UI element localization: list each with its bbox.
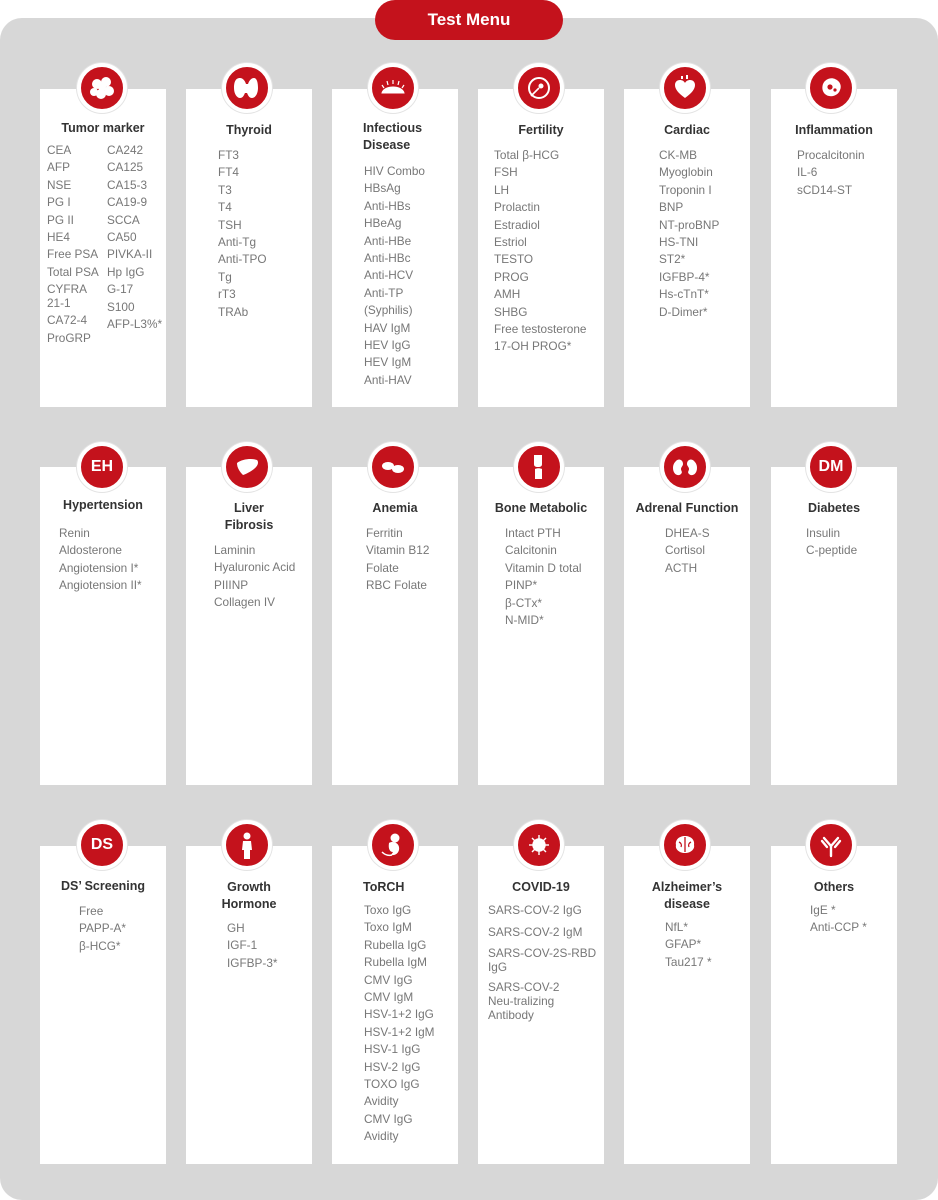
adrenal-list: [665, 525, 710, 577]
list-item: CA242: [107, 143, 144, 157]
list-item: IgE *: [810, 903, 836, 917]
card-title: Diabetes: [807, 501, 861, 515]
card-title: ToRCH: [363, 880, 405, 894]
card-others: [771, 846, 897, 1164]
list-item: PG I: [47, 195, 71, 210]
card-torch: [332, 846, 458, 1164]
list-item: PG II: [47, 212, 74, 227]
list-item: CK-MB: [659, 148, 698, 162]
card-title: Growth Hormone: [221, 880, 277, 911]
heart-icon: [660, 63, 710, 113]
card-title: Cardiac: [664, 123, 710, 137]
list-item: Toxo IgG: [364, 903, 412, 917]
dm-text-icon: [806, 442, 856, 492]
list-item: Ferritin: [366, 526, 403, 540]
list-item: ProGRP: [47, 330, 91, 345]
list-item: HBsAg: [364, 181, 401, 196]
list-item: IGFBP-4*: [659, 269, 710, 284]
card-title: Hypertension: [63, 498, 143, 512]
card-title: Inflammation: [795, 123, 873, 137]
list-item: D-Dimer*: [659, 304, 708, 319]
list-item: PAPP-A*: [79, 921, 126, 936]
list-item: Free testosterone: [494, 322, 587, 337]
cardiac-list: [659, 147, 719, 321]
virus-icon: [368, 63, 418, 113]
inflamed-cell-icon: [806, 63, 856, 113]
list-item: CA15-3: [107, 177, 147, 192]
card-title: Liver Fibrosis: [224, 501, 274, 532]
list-item: NSE: [47, 177, 72, 192]
fertility-list: [494, 147, 586, 356]
badge-text: DS: [90, 836, 114, 853]
list-item: FT4: [218, 165, 239, 180]
list-item: ST2*: [659, 252, 686, 267]
list-item: HSV-2 IgG: [364, 1059, 421, 1074]
list-item: Vitamin B12: [366, 543, 430, 558]
list-item: Cortisol: [665, 543, 705, 558]
list-item: Total PSA: [47, 264, 99, 279]
liver-icon: [222, 442, 272, 492]
list-item: Toxo IgM: [364, 920, 412, 935]
list-item: IL-6: [797, 165, 818, 180]
list-item: AFP-L3%*: [107, 317, 163, 332]
card-thyroid: [186, 89, 312, 407]
brain-icon: [660, 820, 710, 870]
list-item: T4: [218, 200, 232, 215]
list-item: CMV IgM: [364, 990, 414, 1005]
list-item: Intact PTH: [505, 526, 561, 540]
list-item: (Syphilis): [364, 303, 413, 318]
card-title: Adrenal Function: [635, 501, 739, 515]
list-item: Free PSA: [47, 247, 99, 262]
diabetes-list: [806, 525, 857, 560]
list-item: Anti-HAV: [364, 372, 412, 387]
list-item: Total β-HCG: [494, 148, 560, 162]
list-item: SCCA: [107, 212, 140, 227]
card-title: Fertility: [518, 123, 564, 137]
list-item: NfL*: [665, 920, 688, 934]
list-item: Tau217 *: [665, 954, 712, 969]
list-item: SARS-COV-2 IgG: [488, 903, 582, 917]
list-item: Vitamin D total: [505, 560, 582, 575]
list-item: FT3: [218, 148, 239, 162]
list-item: ACTH: [665, 560, 698, 575]
list-item: DHEA-S: [665, 526, 710, 540]
list-item: Anti-TPO: [218, 252, 267, 267]
list-item: Anti-HBc: [364, 251, 411, 266]
kidneys-icon: [660, 442, 710, 492]
list-item: Anti-CCP *: [810, 920, 867, 935]
list-item: S100: [107, 299, 135, 314]
others-list: [810, 902, 867, 937]
list-item: SARS-COV-2S-RBD IgG: [488, 945, 597, 974]
list-item: Anti-HBe: [364, 233, 412, 248]
coronavirus-icon: [514, 820, 564, 870]
list-item: Collagen IV: [214, 595, 275, 610]
badge-text: EH: [90, 458, 114, 475]
list-item: SARS-COV-2 IgM: [488, 925, 583, 940]
card-title: Thyroid: [226, 123, 272, 137]
card-liver-fibrosis: [186, 467, 312, 785]
card-title: Anemia: [372, 501, 418, 515]
card-cardiac: [624, 89, 750, 407]
card-title: Bone Metabolic: [494, 501, 588, 515]
card-growth-hormone: [186, 846, 312, 1164]
list-item: HEV IgM: [364, 355, 412, 370]
list-item: PROG: [494, 269, 529, 284]
list-item: Anti-TP: [364, 285, 404, 300]
card-hypertension: [40, 467, 166, 785]
list-item: HSV-1 IgG: [364, 1042, 421, 1057]
list-item: Folate: [366, 560, 399, 575]
list-item: Tg: [218, 269, 232, 284]
list-item: CA50: [107, 230, 137, 245]
list-item: Troponin I: [659, 182, 712, 197]
list-item: NT-proBNP: [659, 217, 720, 232]
card-title: Infectious Disease: [363, 121, 423, 152]
list-item: Procalcitonin: [797, 148, 865, 162]
list-item: HBeAg: [364, 216, 402, 231]
list-item: Renin: [59, 526, 90, 540]
list-item: TSH: [218, 217, 242, 232]
list-item: PINP*: [505, 578, 538, 593]
antibody-icon: [806, 820, 856, 870]
list-item: IGFBP-3*: [227, 955, 278, 970]
list-item: AFP: [47, 160, 70, 175]
inflammation-list: [797, 147, 865, 199]
ds-list: [79, 903, 126, 955]
tumor-list-col1: [47, 142, 99, 347]
list-item: Hp IgG: [107, 264, 145, 279]
list-item: Angiotension II*: [59, 578, 142, 593]
list-item: HS-TNI: [659, 235, 699, 250]
card-diabetes: [771, 467, 897, 785]
card-alzheimers-disease: [624, 846, 750, 1164]
list-item: N-MID*: [505, 613, 544, 628]
covid-list: [488, 902, 600, 1024]
sperm-egg-icon: [514, 63, 564, 113]
list-item: Hyaluronic Acid: [214, 560, 296, 575]
list-item: Anti-HCV: [364, 268, 414, 283]
list-item: Insulin: [806, 526, 841, 540]
list-item: Laminin: [214, 543, 256, 557]
card-anemia: [332, 467, 458, 785]
card-title: Others: [813, 880, 855, 894]
thyroid-icon: [222, 63, 272, 113]
card-bone-metabolic: [478, 467, 604, 785]
list-item: HEV IgG: [364, 338, 411, 353]
list-item: CA125: [107, 160, 144, 175]
list-item: C-peptide: [806, 543, 858, 558]
cell-cluster-icon: [77, 63, 127, 113]
list-item: Estradiol: [494, 217, 540, 232]
list-item: BNP: [659, 200, 684, 215]
list-item: Avidity: [364, 1129, 399, 1144]
list-item: TOXO IgG: [364, 1077, 420, 1092]
card-title: COVID-19: [512, 880, 570, 894]
hypertension-list: [59, 525, 142, 595]
list-item: Anti-Tg: [218, 235, 257, 250]
liver-list: [214, 542, 295, 612]
card-infectious-disease: [332, 89, 458, 407]
list-item: CYFRA 21-1: [47, 282, 87, 311]
list-item: G-17: [107, 282, 134, 297]
list-item: Angiotension I*: [59, 560, 139, 575]
list-item: HIV Combo: [364, 164, 425, 178]
list-item: sCD14-ST: [797, 182, 853, 197]
infectious-list: [364, 163, 425, 389]
list-item: GH: [227, 921, 245, 935]
list-item: CEA: [47, 143, 72, 157]
list-item: Free: [79, 904, 104, 918]
list-item: CMV IgG: [364, 1111, 413, 1126]
list-item: SARS-COV-2 Neu-tralizing Antibody: [488, 979, 560, 1022]
list-item: HSV-1+2 IgM: [364, 1024, 435, 1039]
list-item: Calcitonin: [505, 543, 557, 558]
eh-text-icon: [77, 442, 127, 492]
torch-list: [364, 902, 435, 1146]
list-item: Avidity: [364, 1094, 399, 1109]
card-title: Alzheimer’s disease: [651, 880, 723, 911]
list-item: T3: [218, 182, 232, 197]
card-fertility: [478, 89, 604, 407]
card-inflammation: [771, 89, 897, 407]
list-item: Hs-cTnT*: [659, 287, 709, 302]
list-item: Aldosterone: [59, 543, 122, 558]
list-item: Anti-HBs: [364, 198, 411, 213]
card-adrenal-function: [624, 467, 750, 785]
list-item: β-HCG*: [79, 938, 121, 953]
list-item: Rubella IgM: [364, 955, 427, 970]
blood-cells-icon: [368, 442, 418, 492]
list-item: Prolactin: [494, 200, 540, 215]
list-item: GFAP*: [665, 937, 702, 952]
alzheimer-list: [665, 919, 712, 971]
list-item: AMH: [494, 287, 521, 302]
card-tumor-marker: [40, 89, 166, 407]
list-item: CA72-4: [47, 313, 87, 328]
list-item: TESTO: [494, 252, 534, 267]
list-item: Estriol: [494, 235, 527, 250]
card-title: DS’ Screening: [60, 879, 146, 893]
list-item: LH: [494, 182, 510, 197]
list-item: PIIINP: [214, 577, 249, 592]
ds-text-icon: [77, 820, 127, 870]
list-item: Rubella IgG: [364, 937, 427, 952]
list-item: HE4: [47, 230, 70, 245]
list-item: SHBG: [494, 304, 528, 319]
list-item: PIVKA-II: [107, 247, 153, 262]
thyroid-list: [218, 147, 267, 321]
knee-joint-icon: [514, 442, 564, 492]
tumor-list-col2: [107, 142, 162, 333]
badge-text: DM: [818, 458, 844, 475]
child-silhouette-icon: [222, 820, 272, 870]
list-item: rT3: [218, 287, 236, 302]
list-item: RBC Folate: [366, 578, 427, 593]
list-item: CMV IgG: [364, 972, 413, 987]
list-item: CA19-9: [107, 195, 147, 210]
card-covid-19: [478, 846, 604, 1164]
list-item: HSV-1+2 IgG: [364, 1007, 434, 1022]
list-item: TRAb: [218, 304, 249, 319]
list-item: Myoglobin: [659, 165, 713, 180]
list-item: 17-OH PROG*: [494, 339, 572, 354]
card-ds-screening: [40, 846, 166, 1164]
growth-list: [227, 920, 277, 972]
list-item: IGF-1: [227, 938, 258, 953]
list-item: FSH: [494, 165, 518, 180]
card-title: Tumor marker: [61, 121, 145, 135]
anemia-list: [366, 525, 429, 595]
bone-list: [505, 525, 582, 629]
list-item: HAV IgM: [364, 320, 411, 335]
fetus-icon: [368, 820, 418, 870]
list-item: β-CTx*: [505, 595, 542, 610]
test-menu-title: Test Menu: [375, 0, 563, 40]
